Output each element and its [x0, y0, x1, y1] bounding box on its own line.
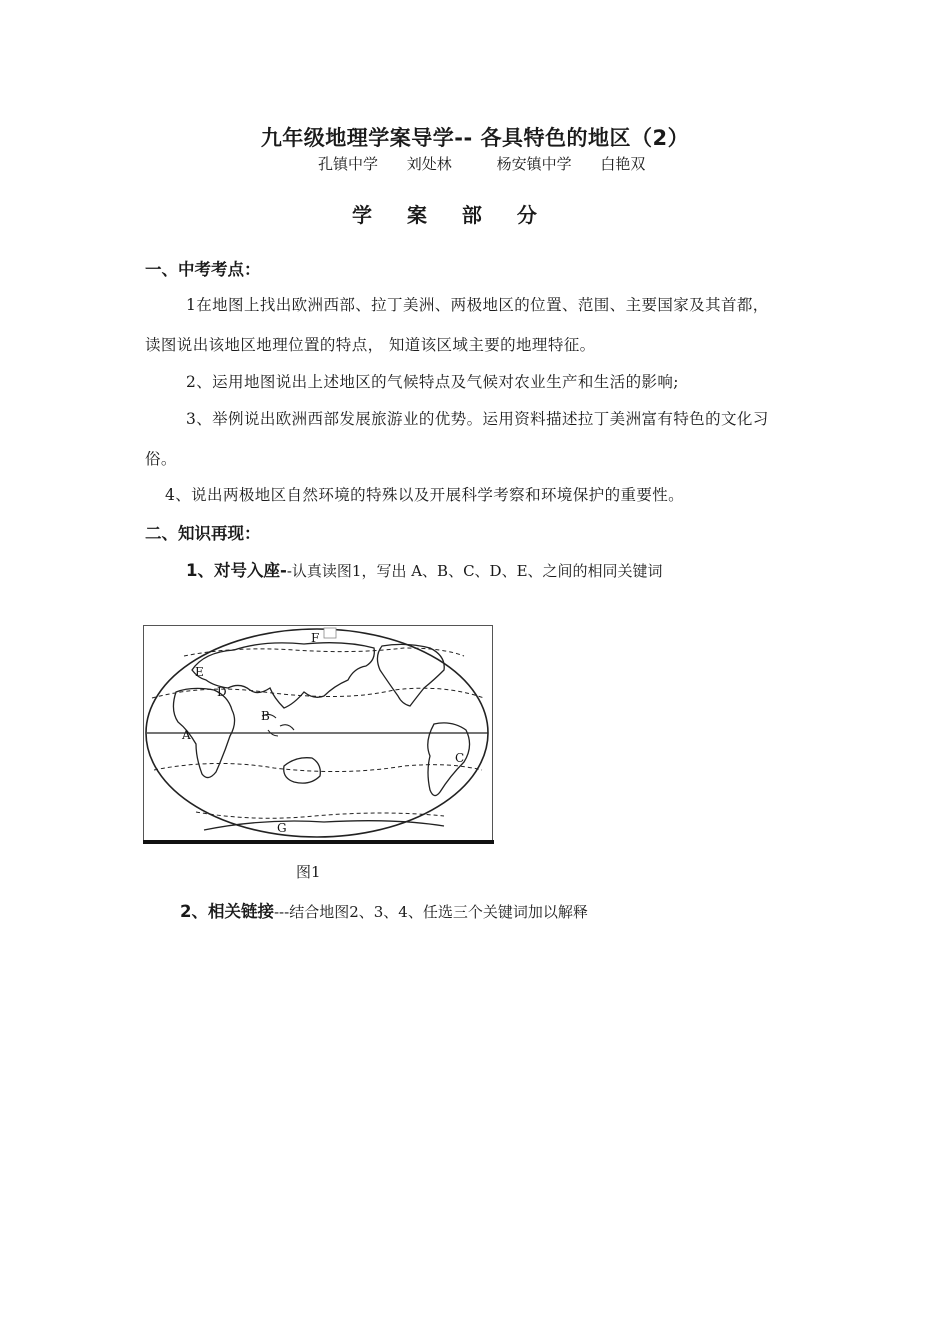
- subsection2-title: 2、相关链接: [180, 902, 274, 921]
- author-name-1: 刘处林: [406, 155, 452, 173]
- document-title: 九年级地理学案导学-- 各具特色的地区（2）: [260, 126, 690, 150]
- subsection1-instruction: -认真读图1，写出 A、B、C、D、E、之间的相同关键词: [286, 562, 663, 580]
- world-map-figure: [143, 625, 493, 842]
- section1-item1-line1: 1在地图上找出欧洲西部、拉丁美洲、两极地区的位置、范围、主要国家及其首都，: [186, 296, 769, 314]
- figure-caption: 图1: [296, 863, 321, 881]
- section1-item1-line2: 读图说出该地区地理位置的特点， 知道该区域主要的地理特征。: [145, 336, 596, 354]
- tropic-north-line: [152, 688, 484, 698]
- author-school-1: 孔镇中学: [318, 155, 379, 173]
- subsection1-title: 1、对号入座-: [186, 561, 287, 580]
- section2-heading: 二、知识再现：: [145, 524, 261, 543]
- world-map: [144, 626, 491, 840]
- section1-item3-line1: 3、举例说出欧洲西部发展旅游业的优势。运用资料描述拉丁美洲富有特色的文化习: [186, 410, 769, 428]
- antarctic-circle-line: [196, 812, 444, 818]
- map-label-f: F: [311, 631, 320, 645]
- map-label-b: B: [261, 709, 270, 723]
- map-label-e: E: [195, 665, 204, 679]
- map-label-g: G: [277, 821, 287, 835]
- part-title: 学 案 部 分: [352, 203, 551, 227]
- section1-item2: 2、运用地图说出上述地区的气候特点及气候对农业生产和生活的影响;: [186, 373, 679, 391]
- arctic-circle-line: [184, 648, 464, 656]
- authors: [318, 153, 669, 174]
- map-label-c: C: [455, 751, 465, 765]
- author-name-2: 白艳双: [600, 155, 646, 173]
- author-school-2: 杨安镇中学: [496, 155, 572, 173]
- section1-item3-line2: 俗。: [145, 450, 177, 468]
- subsection1: [186, 557, 663, 581]
- label-f-box: [324, 628, 336, 638]
- map-label-d: D: [217, 685, 227, 699]
- subsection2: [180, 898, 588, 922]
- section1-heading: 一、中考考点：: [145, 260, 261, 279]
- section1-item4: 4、说出两极地区自然环境的特殊以及开展科学考察和环境保护的重要性。: [165, 486, 685, 504]
- figure-bottom-rule: [143, 840, 494, 844]
- map-label-a: A: [182, 728, 191, 742]
- subsection2-instruction: ---结合地图2、3、4、任选三个关键词加以解释: [273, 903, 588, 921]
- north-america-shape: [377, 644, 444, 706]
